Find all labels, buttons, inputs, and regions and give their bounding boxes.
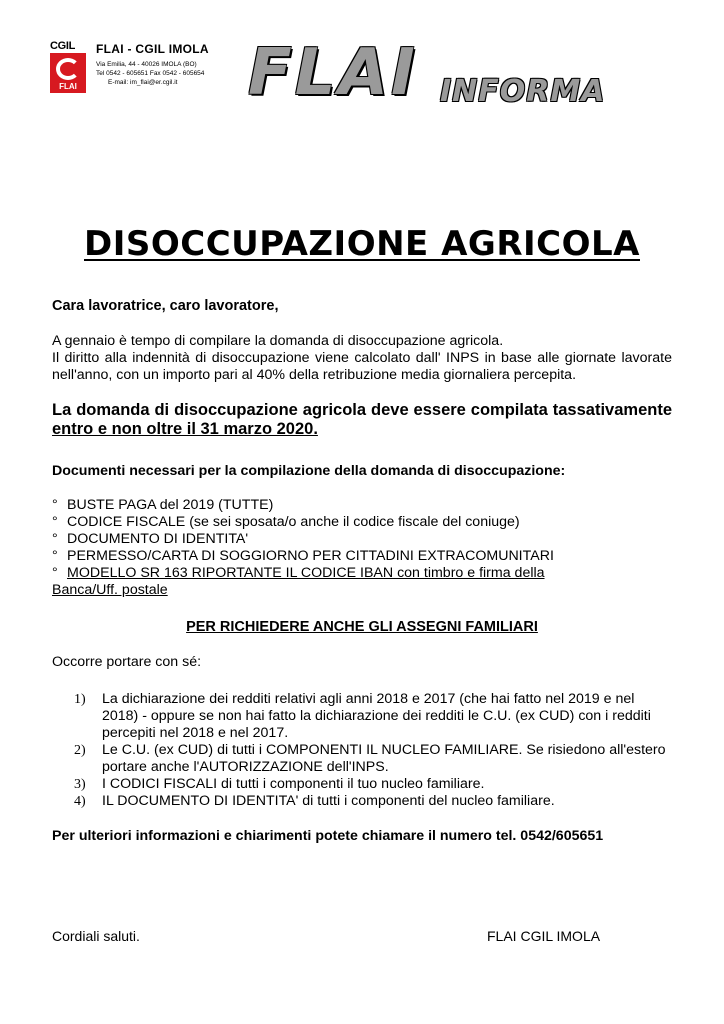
step-number: 1) [74,692,86,707]
org-address: Via Emilia, 44 - 40026 IMOLA (BO) [96,61,197,68]
bullet-degree-icon: ° [52,531,58,547]
org-phone-fax: Tel 0542 - 605651 Fax 0542 - 605654 [96,70,205,77]
contact-info: Per ulteriori informazioni e chiarimenti potete chiamare il numero tel. 0542/605651 [52,828,604,844]
list-item: 4) IL DOCUMENTO DI IDENTITA' di tutti i componenti del nucleo familiare. [74,793,555,809]
closing-greeting: Cordiali saluti. [52,928,140,944]
logo-red-block [50,53,86,93]
bullet-degree-icon: ° [52,548,58,564]
deadline-prefix: La domanda di disoccupazione agricola deve essere compilata tassativamente [52,401,672,419]
cgil-flai-logo [50,40,88,94]
doc-sr163: MODELLO SR 163 RIPORTANTE IL CODICE IBAN con timbro e firma della [67,565,545,581]
list-item: ° BUSTE PAGA del 2019 (TUTTE) [52,497,274,513]
step-number: 3) [74,777,86,792]
deadline-date: entro e non oltre il 31 marzo 2020. [52,420,318,438]
bullet-degree-icon: ° [52,514,58,530]
logo-cgil-text: CGIL [50,40,76,52]
org-contact-block [96,42,209,87]
assegni-heading: PER RICHIEDERE ANCHE GLI ASSEGNI FAMILIARI [186,619,538,635]
documents-heading: Documenti necessari per la compilazione della domanda di disoccupazione: [52,463,566,479]
list-item: ° CODICE FISCALE (se sei sposata/o anche il codice fiscale del coniuge) [52,514,520,530]
step-number: 4) [74,794,86,809]
assegni-steps-list [52,691,672,810]
occorre-text: Occorre portare con sé: [52,654,202,670]
list-item: 1) La dichiarazione dei redditi relativi agli anni 2018 e 2017 (che hai fatto nel 2019 e nel 2018) - oppure se non hai fatto la dichiarazione dei redditi le C.U. (ex CUD) con i redditi percepiti nel 2018 e nel 2017. [74,691,651,741]
main-content [52,298,672,845]
org-name: FLAI - CGIL IMOLA [96,42,209,56]
list-item: ° DOCUMENTO DI IDENTITA' [52,531,249,547]
list-item [52,565,672,599]
intro-paragraph-2: Il diritto alla indennità di disoccupazione viene calcolato dall' INPS in base alle giornate lavorate nell'anno, con un importo pari al 40% della retribuzione media giornaliera percepita. [52,350,672,383]
documents-list [52,497,672,599]
org-email: E-mail: im_flai@er.cgil.it [108,79,178,86]
list-item: 3) I CODICI FISCALI di tutti i componenti il tuo nucleo familiare. [74,776,485,792]
doc-sr163-continued: Banca/Uff. postale [52,582,168,598]
page-title: DISOCCUPAZIONE AGRICOLA [84,224,640,264]
intro-paragraph-1: A gennaio è tempo di compilare la domanda di disoccupazione agricola. [52,333,504,349]
bullet-degree-icon: ° [52,497,58,513]
bullet-degree-icon: ° [52,565,58,581]
logo-swirl-icon [56,58,80,80]
step-number: 2) [74,743,86,758]
logo-flai-text: FLAI [59,82,77,91]
list-item: 2) Le C.U. (ex CUD) di tutti i COMPONENTI IL NUCLEO FAMILIARE. Se risiedono all'estero portare anche l'AUTORIZZAZIONE dell'INPS. [74,742,666,775]
greeting: Cara lavoratrice, caro lavoratore, [52,298,279,314]
signature: FLAI CGIL IMOLA [487,928,601,944]
deadline-notice [52,401,672,439]
list-item: ° PERMESSO/CARTA DI SOGGIORNO PER CITTADINI EXTRACOMUNITARI [52,548,554,564]
header-flai-wordmark: FLAI [248,36,418,110]
header-informa-wordmark: INFORMA [440,74,606,109]
